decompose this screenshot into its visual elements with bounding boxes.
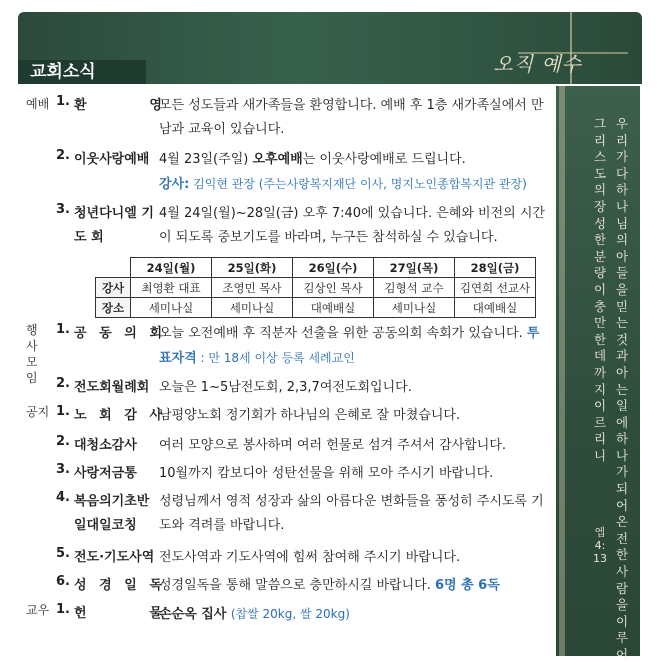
item-number: 3.: [56, 462, 70, 477]
table-cell: 최영환 대표: [131, 278, 212, 298]
item-label: 전도회월례회: [74, 380, 150, 395]
speaker-prefix: 강사:: [159, 177, 190, 192]
row-label: 강사: [96, 278, 131, 298]
verse-reference: 엡 4:13: [593, 526, 607, 565]
qualification-label: 투표자격: [159, 326, 540, 366]
item-number: 6.: [56, 574, 70, 589]
bible-text: 성경일독을 통해 말씀으로 충만하시길 바랍니다.: [159, 578, 435, 593]
section-members: 교우: [26, 603, 50, 617]
item-number: 1.: [56, 322, 70, 337]
item-number: 5.: [56, 546, 70, 561]
item-text: [159, 602, 551, 627]
table-cell: 김형석 교수: [374, 278, 455, 298]
speaker-info: 김익현 관장 (주는사랑복지재단 이사, 명지노인종합복지관 관장): [189, 177, 527, 191]
item-text: 성령님께서 영적 성장과 삶의 아름다운 변화들을 풍성히 주시도록 기도와 격려를 바랍니다.: [159, 494, 544, 533]
item-label: 성 경 일 독: [74, 578, 162, 593]
day-header: 28일(금): [455, 258, 536, 278]
light-beam: [559, 86, 565, 656]
table-cell: 대예배실: [293, 298, 374, 318]
section-worship: 예배: [26, 97, 50, 111]
item-text: 여러 모양으로 봉사하며 여러 헌물로 섬겨 주셔서 감사합니다.: [159, 438, 507, 453]
brand-logo: 오직 예수: [493, 52, 582, 76]
day-header: 27일(목): [374, 258, 455, 278]
item-label: 공 동 의 회: [74, 326, 162, 341]
item-number: 2.: [56, 434, 70, 449]
verse-column-1: 우리가다하나님의아들을믿는것과아는일에하나가되어온전한사람을이루어: [615, 116, 629, 662]
donor-name: 손순옥 집사: [159, 607, 231, 622]
table-cell: 조영민 목사: [212, 278, 293, 298]
item-number: 1.: [56, 602, 70, 617]
section-events: 행사모임: [26, 323, 38, 385]
item-text: 모든 성도들과 새가족들을 환영합니다. 예배 후 1층 새가족실에서 만남과 교육이 있습니다.: [159, 98, 544, 137]
item-number: 2.: [56, 148, 70, 163]
verse-column-2: 그리스도의장성한분량이충만한데까지이르리니: [593, 116, 607, 463]
table-cell: 김상인 목사: [293, 278, 374, 298]
item-label: 이웃사랑예배: [74, 152, 150, 167]
item-number: 4.: [56, 490, 70, 505]
item-text: [159, 574, 551, 598]
table-row-speakers: [96, 278, 536, 298]
description-text: 는 이웃사랑예배로 드립니다.: [302, 152, 466, 167]
offering-detail: (찹쌀 20kg, 쌀 20kg): [230, 607, 350, 621]
prayer-schedule-table: [95, 257, 536, 318]
item-label: 대청소감사: [74, 438, 137, 453]
item-number: 1.: [56, 404, 70, 419]
table-cell: 세미나실: [374, 298, 455, 318]
day-header: 25일(화): [212, 258, 293, 278]
qualification-text: : 만 18세 이상 등록 세례교인: [196, 351, 355, 365]
item-text: 전도사역과 기도사역에 힘써 참여해 주시기 바랍니다.: [159, 550, 461, 565]
item-label: 헌 물: [74, 606, 162, 621]
row-label: 장소: [96, 298, 131, 318]
table-cell: 김연희 선교사: [455, 278, 536, 298]
item-label: 전도·기도사역: [74, 550, 155, 565]
table-cell: 세미나실: [212, 298, 293, 318]
item-label: 복음의기초반 일대일코칭: [74, 494, 150, 533]
section-notices: 공지: [26, 405, 50, 419]
corner-cell: [96, 258, 131, 278]
table-cell: 세미나실: [131, 298, 212, 318]
item-text: [159, 148, 551, 197]
page-title: 교회소식: [18, 60, 146, 84]
verse-panel: [556, 86, 640, 662]
table-row-places: [96, 298, 536, 318]
item-label: 청년다니엘 기 도 회: [74, 206, 154, 245]
header-banner: [18, 12, 642, 84]
table-cell: 대예배실: [455, 298, 536, 318]
item-number: 1.: [56, 94, 70, 109]
item-label: 사랑저금통: [74, 466, 137, 481]
item-text: 오늘은 1~5남전도회, 2,3,7여전도회입니다.: [159, 380, 412, 395]
council-text: 오늘 오전예배 후 직분자 선출을 위한 공동의회 속회가 있습니다.: [159, 326, 527, 341]
item-text: 남평양노회 정기회가 하나님의 은혜로 잘 마쳤습니다.: [159, 408, 461, 423]
date-text: 4월 23일(주일): [159, 152, 253, 167]
item-label: 환 영: [74, 98, 162, 113]
bible-count: 6명 총 6독: [434, 578, 500, 593]
table-row-header: [96, 258, 536, 278]
item-number: 3.: [56, 202, 70, 217]
item-number: 2.: [56, 376, 70, 391]
item-text: 10월까지 캄보디아 성탄선물을 위해 모아 주시기 바랍니다.: [159, 466, 494, 481]
item-text: 4월 24일(월)~28일(금) 오후 7:40에 있습니다. 은혜와 비전의 시간이 되도록 중보기도를 바라며, 누구든 참석하실 수 있습니다.: [159, 206, 545, 245]
day-header: 26일(수): [293, 258, 374, 278]
item-text: [159, 322, 551, 371]
item-label: 노 회 감 사: [74, 408, 162, 423]
service-name: 오후예배: [252, 152, 303, 167]
day-header: 24일(월): [131, 258, 212, 278]
